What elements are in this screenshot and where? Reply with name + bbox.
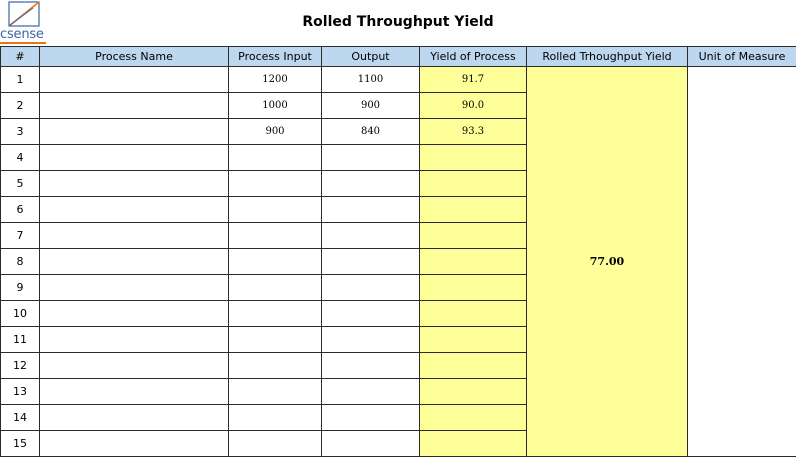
logo-underline [0, 42, 46, 44]
yield-of-process-cell [420, 197, 527, 223]
process-name-cell[interactable] [40, 301, 229, 327]
process-name-cell[interactable] [40, 119, 229, 145]
column-header-process-name: Process Name [40, 47, 229, 67]
process-name-cell[interactable] [40, 353, 229, 379]
process-name-cell[interactable] [40, 327, 229, 353]
unit-of-measure-cell[interactable] [688, 67, 796, 457]
output-cell[interactable] [322, 171, 420, 197]
output-cell[interactable]: 900 [322, 93, 420, 119]
process-name-cell[interactable] [40, 197, 229, 223]
process-input-cell[interactable] [229, 301, 322, 327]
row-number-cell: 12 [1, 353, 40, 379]
output-cell[interactable] [322, 431, 420, 457]
process-input-cell[interactable] [229, 405, 322, 431]
process-name-cell[interactable] [40, 275, 229, 301]
yield-of-process-cell [420, 353, 527, 379]
yield-of-process-cell [420, 223, 527, 249]
process-name-cell[interactable] [40, 145, 229, 171]
process-name-cell[interactable] [40, 405, 229, 431]
yield-of-process-cell: 93.3 [420, 119, 527, 145]
output-cell[interactable] [322, 301, 420, 327]
output-cell[interactable] [322, 379, 420, 405]
rty-table [0, 46, 796, 457]
column-header-rolled-throughput-yield: Rolled Trhoughput Yield [527, 47, 688, 67]
process-name-cell[interactable] [40, 249, 229, 275]
row-number-cell: 2 [1, 93, 40, 119]
process-name-cell[interactable] [40, 223, 229, 249]
process-name-cell[interactable] [40, 93, 229, 119]
row-number-cell: 7 [1, 223, 40, 249]
yield-of-process-cell [420, 249, 527, 275]
process-input-cell[interactable] [229, 431, 322, 457]
yield-of-process-cell: 91.7 [420, 67, 527, 93]
yield-of-process-cell [420, 145, 527, 171]
yield-of-process-cell [420, 405, 527, 431]
process-input-cell[interactable] [229, 353, 322, 379]
process-input-cell[interactable]: 900 [229, 119, 322, 145]
process-input-cell[interactable] [229, 223, 322, 249]
row-number-cell: 13 [1, 379, 40, 405]
row-number-cell: 1 [1, 67, 40, 93]
process-name-cell[interactable] [40, 431, 229, 457]
process-input-cell[interactable] [229, 197, 322, 223]
output-cell[interactable] [322, 327, 420, 353]
yield-of-process-cell [420, 431, 527, 457]
row-number-cell: 6 [1, 197, 40, 223]
column-header-yield-of-process: Yield of Process [420, 47, 527, 67]
output-cell[interactable] [322, 249, 420, 275]
row-number-cell: 15 [1, 431, 40, 457]
row-number-cell: 14 [1, 405, 40, 431]
process-input-cell[interactable] [229, 145, 322, 171]
column-header-output: Output [322, 47, 420, 67]
output-cell[interactable] [322, 223, 420, 249]
table-row [1, 67, 796, 93]
output-cell[interactable]: 1100 [322, 67, 420, 93]
yield-of-process-cell [420, 171, 527, 197]
row-number-cell: 11 [1, 327, 40, 353]
row-number-cell: 10 [1, 301, 40, 327]
row-number-cell: 4 [1, 145, 40, 171]
yield-of-process-cell [420, 327, 527, 353]
yield-of-process-cell [420, 379, 527, 405]
process-name-cell[interactable] [40, 67, 229, 93]
column-header-unit-of-measure: Unit of Measure [688, 47, 796, 67]
process-input-cell[interactable]: 1200 [229, 67, 322, 93]
process-input-cell[interactable] [229, 327, 322, 353]
column-header-process-input: Process Input [229, 47, 322, 67]
row-number-cell: 5 [1, 171, 40, 197]
output-cell[interactable]: 840 [322, 119, 420, 145]
output-cell[interactable] [322, 145, 420, 171]
process-input-cell[interactable] [229, 275, 322, 301]
column-header-number: # [1, 47, 40, 67]
output-cell[interactable] [322, 353, 420, 379]
yield-of-process-cell [420, 275, 527, 301]
title-bar [0, 0, 796, 46]
yield-of-process-cell [420, 301, 527, 327]
process-input-cell[interactable] [229, 249, 322, 275]
yield-of-process-cell: 90.0 [420, 93, 527, 119]
output-cell[interactable] [322, 197, 420, 223]
logo-text: csense [0, 27, 44, 42]
process-name-cell[interactable] [40, 379, 229, 405]
rolled-throughput-yield-value: 77.00 [527, 67, 688, 457]
output-cell[interactable] [322, 275, 420, 301]
header-row [1, 47, 796, 67]
row-number-cell: 8 [1, 249, 40, 275]
output-cell[interactable] [322, 405, 420, 431]
row-number-cell: 3 [1, 119, 40, 145]
page-title: Rolled Throughput Yield [302, 14, 494, 30]
row-number-cell: 9 [1, 275, 40, 301]
process-input-cell[interactable] [229, 379, 322, 405]
process-input-cell[interactable] [229, 171, 322, 197]
process-input-cell[interactable]: 1000 [229, 93, 322, 119]
process-name-cell[interactable] [40, 171, 229, 197]
